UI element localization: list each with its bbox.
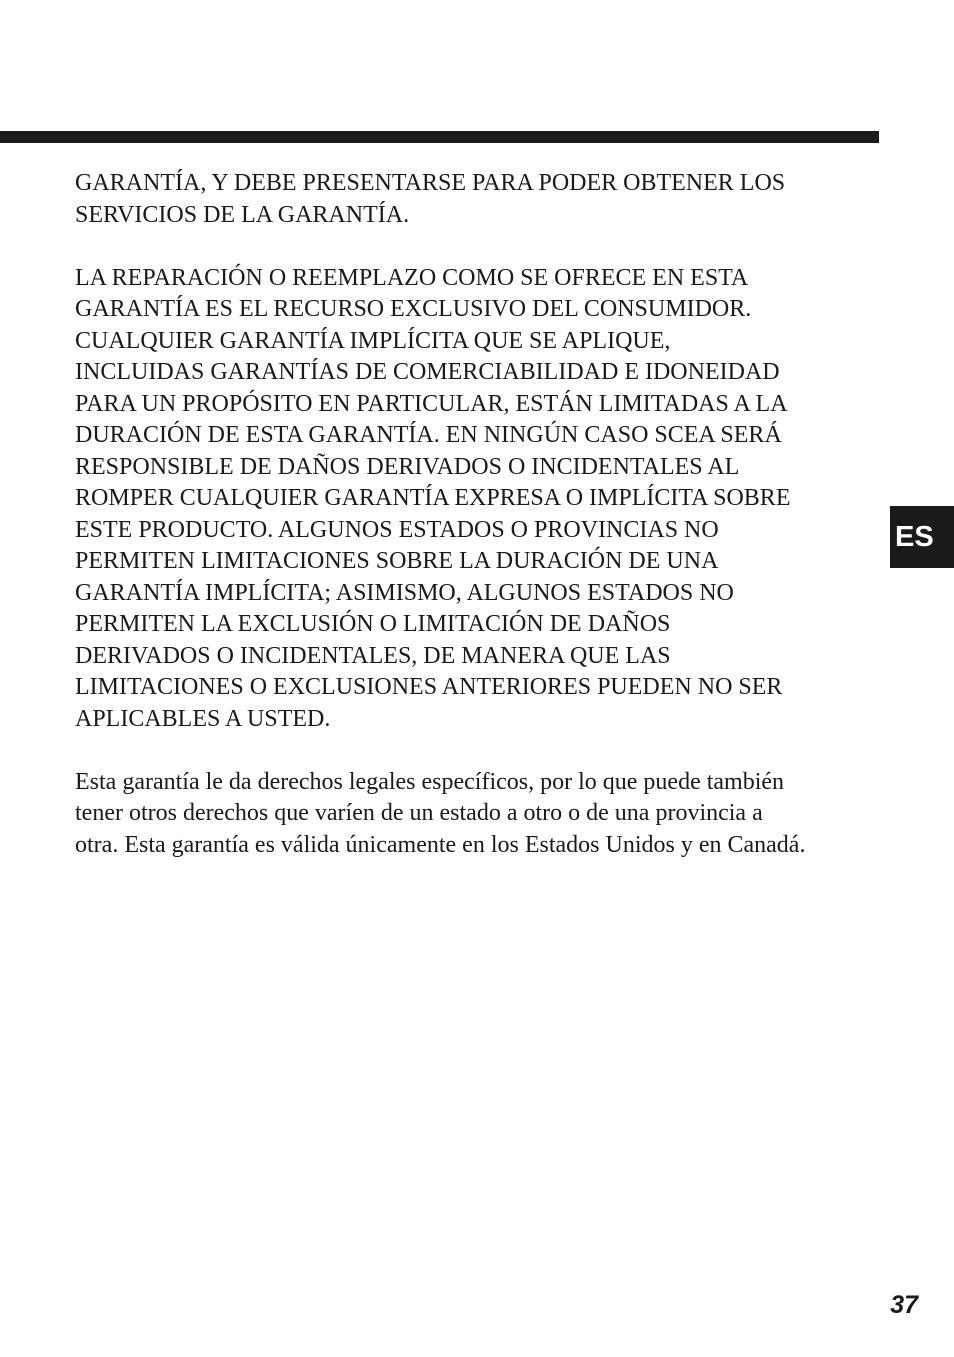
text-line: GARANTÍA IMPLÍCITA; ASIMISMO, ALGUNOS ESTADOS NO: [75, 579, 734, 606]
paragraph-gap: [75, 231, 880, 263]
text-line: CUALQUIER GARANTÍA IMPLÍCITA QUE SE APLIQUE,: [75, 327, 671, 354]
text-line: RESPONSIBLE DE DAÑOS DERIVADOS O INCIDENTALES AL: [75, 453, 740, 480]
text-line: INCLUIDAS GARANTÍAS DE COMERCIABILIDAD E IDONEIDAD: [75, 359, 780, 385]
paragraph-2: [75, 263, 880, 736]
text-line: LA REPARACIÓN O REEMPLAZO COMO SE OFRECE EN ESTA: [75, 264, 749, 291]
text-line: tener otros derechos que varíen de un estado a otro o de una provincia a: [75, 800, 763, 826]
text-line: Esta garantía le da derechos legales específicos, por lo que puede también: [75, 768, 785, 795]
language-tab-label: ES: [895, 520, 934, 553]
text-line: LIMITACIONES O EXCLUSIONES ANTERIORES PUEDEN NO SER: [75, 674, 783, 700]
text-line: APLICABLES A USTED.: [75, 705, 331, 732]
paragraph-gap: [75, 735, 880, 767]
text-line: GARANTÍA, Y DEBE PRESENTARSE PARA PODER OBTENER LOS: [75, 170, 786, 196]
page-number: 37: [890, 1291, 918, 1319]
text-line: otra. Esta garantía es válida únicamente en los Estados Unidos y en Canadá.: [75, 831, 806, 858]
text-line: ESTE PRODUCTO. ALGUNOS ESTADOS O PROVINCIAS NO: [75, 516, 719, 543]
text-line: PERMITEN LIMITACIONES SOBRE LA DURACIÓN DE UNA: [75, 548, 719, 574]
text-line: PARA UN PROPÓSITO EN PARTICULAR, ESTÁN LIMITADAS A LA: [75, 390, 788, 417]
paragraph-1: [75, 168, 880, 231]
text-line: DERIVADOS O INCIDENTALES, DE MANERA QUE LAS: [75, 642, 671, 669]
warranty-text: [75, 168, 880, 861]
header-rule: [0, 131, 879, 143]
paragraph-3: [75, 767, 880, 862]
text-line: SERVICIOS DE LA GARANTÍA.: [75, 201, 410, 228]
text-line: GARANTÍA ES EL RECURSO EXCLUSIVO DEL CONSUMIDOR.: [75, 296, 752, 322]
text-line: DURACIÓN DE ESTA GARANTÍA. EN NINGÚN CASO SCEA SERÁ: [75, 422, 782, 448]
text-line: PERMITEN LA EXCLUSIÓN O LIMITACIÓN DE DAÑOS: [75, 611, 671, 637]
language-tab: [890, 506, 954, 568]
text-line: ROMPER CUALQUIER GARANTÍA EXPRESA O IMPLÍCITA SOBRE: [75, 485, 791, 511]
